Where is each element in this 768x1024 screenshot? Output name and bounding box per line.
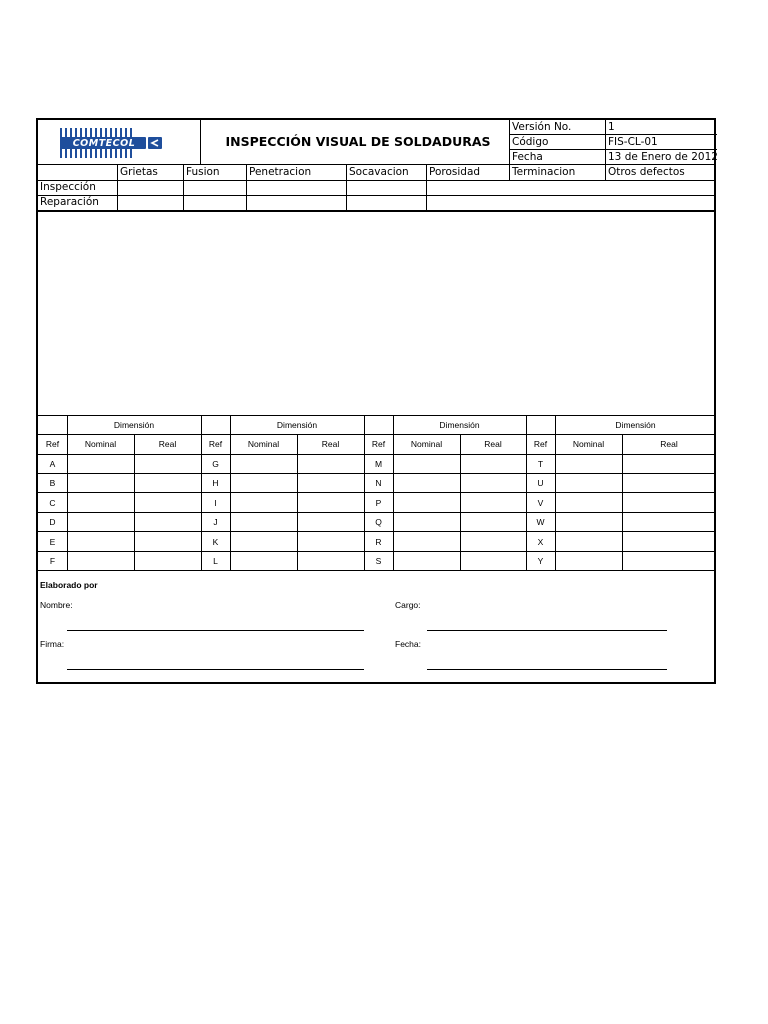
ref-cell: K xyxy=(212,537,219,547)
cargo-label: Cargo: xyxy=(395,600,421,610)
real-header: Real xyxy=(660,439,678,449)
ref-cell: L xyxy=(213,556,218,566)
ref-cell: N xyxy=(375,478,382,488)
logo-text: COMTECOL xyxy=(72,138,136,149)
form-title: INSPECCIÓN VISUAL DE SOLDADURAS xyxy=(225,134,491,149)
ref-cell: V xyxy=(537,498,544,508)
dimension-header-2: Dimensión xyxy=(276,420,318,430)
ref-cell: J xyxy=(213,517,218,527)
ref-cell: F xyxy=(49,556,56,566)
defect-col-socavacion: Socavacion xyxy=(349,166,409,178)
nombre-line[interactable] xyxy=(67,630,364,631)
ref-cell: R xyxy=(375,537,382,547)
signoff-heading: Elaborado por xyxy=(40,580,98,590)
real-header: Real xyxy=(158,439,177,449)
ref-cell: E xyxy=(49,537,56,547)
ref-header: Ref xyxy=(533,439,548,449)
ref-cell: I xyxy=(214,498,217,508)
defect-row-inspeccion: Inspección xyxy=(40,181,96,193)
nominal-header: Nominal xyxy=(247,439,280,449)
defect-col-terminacion: Terminacion xyxy=(512,166,576,178)
dimension-header-3: Dimensión xyxy=(439,420,480,430)
ref-cell: P xyxy=(375,498,382,508)
date-value: 13 de Enero de 2012 xyxy=(608,151,718,163)
ref-cell: Q xyxy=(375,517,382,527)
ref-cell: Y xyxy=(537,556,544,566)
defect-row-reparacion: Reparación xyxy=(40,196,99,208)
defect-col-porosidad: Porosidad xyxy=(429,166,481,178)
nominal-header: Nominal xyxy=(410,439,443,449)
real-header: Real xyxy=(484,439,502,449)
date-label: Fecha xyxy=(512,151,543,163)
ref-cell: B xyxy=(49,478,56,488)
cargo-line[interactable] xyxy=(427,630,667,631)
inspection-form xyxy=(36,118,716,684)
ref-cell: M xyxy=(374,459,383,469)
defect-col-penetracion: Penetracion xyxy=(249,166,312,178)
nominal-header: Nominal xyxy=(572,439,605,449)
fecha-line[interactable] xyxy=(427,669,667,670)
defect-col-fusion: Fusion xyxy=(186,166,220,178)
firma-line[interactable] xyxy=(67,669,364,670)
nominal-header: Nominal xyxy=(84,439,117,449)
code-value: FIS-CL-01 xyxy=(608,136,658,148)
version-label: Versión No. xyxy=(512,121,572,133)
ref-cell: X xyxy=(537,537,544,547)
firma-label: Firma: xyxy=(40,639,65,649)
defect-col-otros: Otros defectos xyxy=(608,166,685,178)
code-label: Código xyxy=(512,136,549,148)
ref-cell: W xyxy=(536,517,545,527)
dimension-header-4: Dimensión xyxy=(615,420,656,430)
logo xyxy=(58,126,184,160)
ref-cell: D xyxy=(49,517,56,527)
dimension-header-1: Dimensión xyxy=(113,420,155,430)
ref-cell: A xyxy=(49,459,56,469)
ref-header: Ref xyxy=(45,439,60,449)
ref-cell: S xyxy=(375,556,382,566)
defect-col-grietas: Grietas xyxy=(120,166,158,178)
ref-cell: U xyxy=(537,478,544,488)
ref-cell: T xyxy=(537,459,544,469)
version-value: 1 xyxy=(608,121,615,133)
nombre-label: Nombre: xyxy=(40,600,73,610)
ref-cell: C xyxy=(49,498,56,508)
ref-cell: H xyxy=(212,478,219,488)
ref-cell: G xyxy=(212,459,219,469)
ref-header: Ref xyxy=(208,439,223,449)
ref-header: Ref xyxy=(371,439,386,449)
fecha-label: Fecha: xyxy=(395,639,421,649)
real-header: Real xyxy=(321,439,340,449)
notes-area[interactable] xyxy=(38,211,716,415)
